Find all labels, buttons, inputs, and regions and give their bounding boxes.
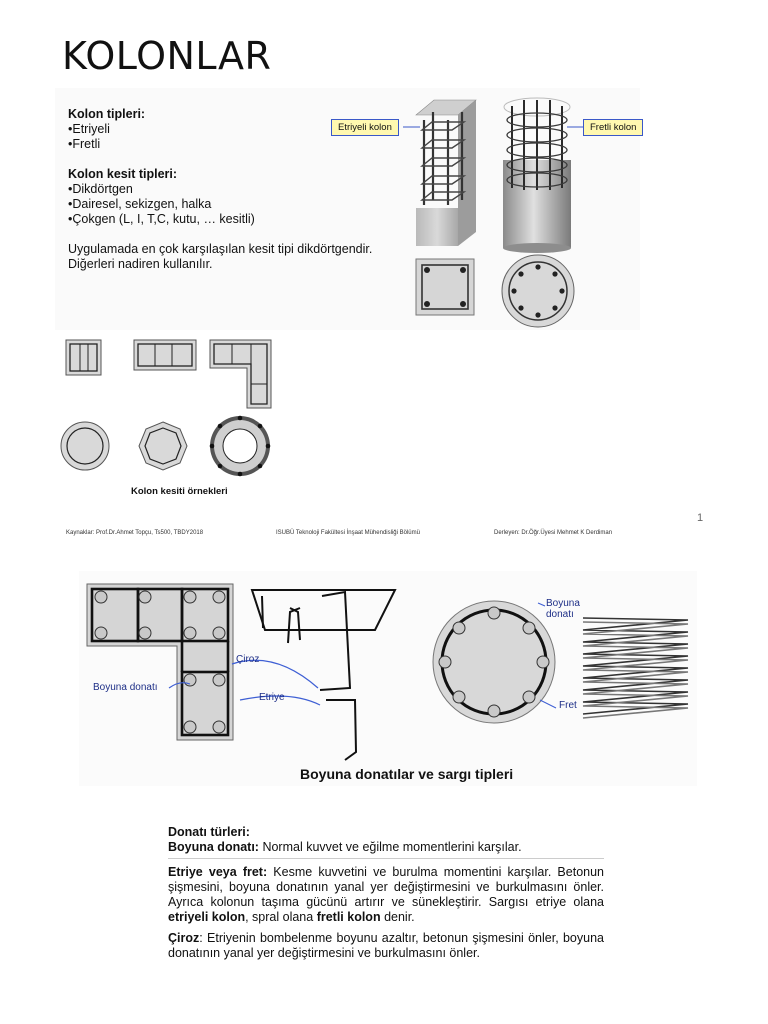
def-stirrup-end: denir. — [380, 910, 415, 924]
usage-note: Uygulamada en çok karşılaşılan kesit tipi dikdörtgendir. — [68, 242, 373, 256]
spiral-column-callout: Fretli kolon — [583, 119, 643, 136]
label-line: Boyuna — [546, 598, 580, 609]
stirrup-column-callout: Etriyeli kolon — [331, 119, 399, 136]
term-stirrup-column: etriyeli kolon — [168, 910, 246, 924]
section-types-heading: Kolon kesit tipleri: — [68, 167, 178, 181]
label-line: donatı — [546, 609, 574, 620]
label-spiral: Fret — [559, 700, 577, 711]
def-ciroz: : Etriyenin bombelenme boyunu azaltır, betonun şişmesini önler, boyuna donatının yanal yer değiştirmesini ve burkulmasını önler. — [168, 931, 604, 960]
footer-author: Derleyen: Dr.Öğr.Üyesi Mehmet K Derdiman — [494, 530, 613, 536]
label-longitudinal-bar-right — [546, 598, 580, 620]
label-stirrup: Etriye — [259, 692, 285, 703]
term-spiral-column: fretli kolon — [316, 910, 381, 924]
reinforcement-caption: Boyuna donatılar ve sargı tipleri — [300, 766, 514, 782]
term-stirrup: Etriye veya fret: — [168, 865, 268, 879]
page-title: KOLONLAR — [62, 34, 272, 78]
column-types-heading: Kolon tipleri: — [68, 107, 146, 121]
def-stirrup: Kesme kuvvetini ve burulma momentini karşılar. Betonun şişmesini, boyuna donatının yanal yer değiştirmesini ve burkulmasını önler. Ayrıca kolonun taşıma gücünü artırır ve sünekleştirir. Sargısı etriye olana — [168, 865, 604, 909]
definitions-heading: Donatı türleri: — [168, 825, 250, 839]
column-type-item: •Fretli — [68, 137, 101, 151]
label-longitudinal-bar: Boyuna donatı — [93, 682, 158, 693]
section-type-item: •Çokgen (L, I, T,C, kutu, … kesitli) — [68, 212, 255, 226]
term-ciroz: Çiroz — [168, 931, 200, 945]
label-ciroz: Çiroz — [236, 654, 260, 665]
def-stirrup-join: , spral olana — [245, 910, 317, 924]
footer-department: ISUBÜ Teknoloji Fakültesi İnşaat Mühendisliği Bölümü — [276, 530, 420, 536]
definitions-block — [168, 825, 604, 967]
section-type-item: •Dikdörtgen — [68, 182, 133, 196]
usage-note: Diğerleri nadiren kullanılır. — [68, 257, 213, 271]
section-type-item: •Dairesel, sekizgen, halka — [68, 197, 212, 211]
column-type-item: •Etriyeli — [68, 122, 110, 136]
section-examples-caption: Kolon kesiti örnekleri — [131, 486, 228, 497]
footer-sources: Kaynaklar: Prof.Dr.Ahmet Topçu, Ts500, TBDY2018 — [66, 530, 204, 536]
page-number: 1 — [697, 512, 704, 524]
term-longitudinal: Boyuna donatı: — [168, 840, 259, 854]
def-longitudinal: Normal kuvvet ve eğilme momentlerini karşılar. — [258, 840, 522, 854]
circular-column-section-drawing — [433, 601, 556, 723]
